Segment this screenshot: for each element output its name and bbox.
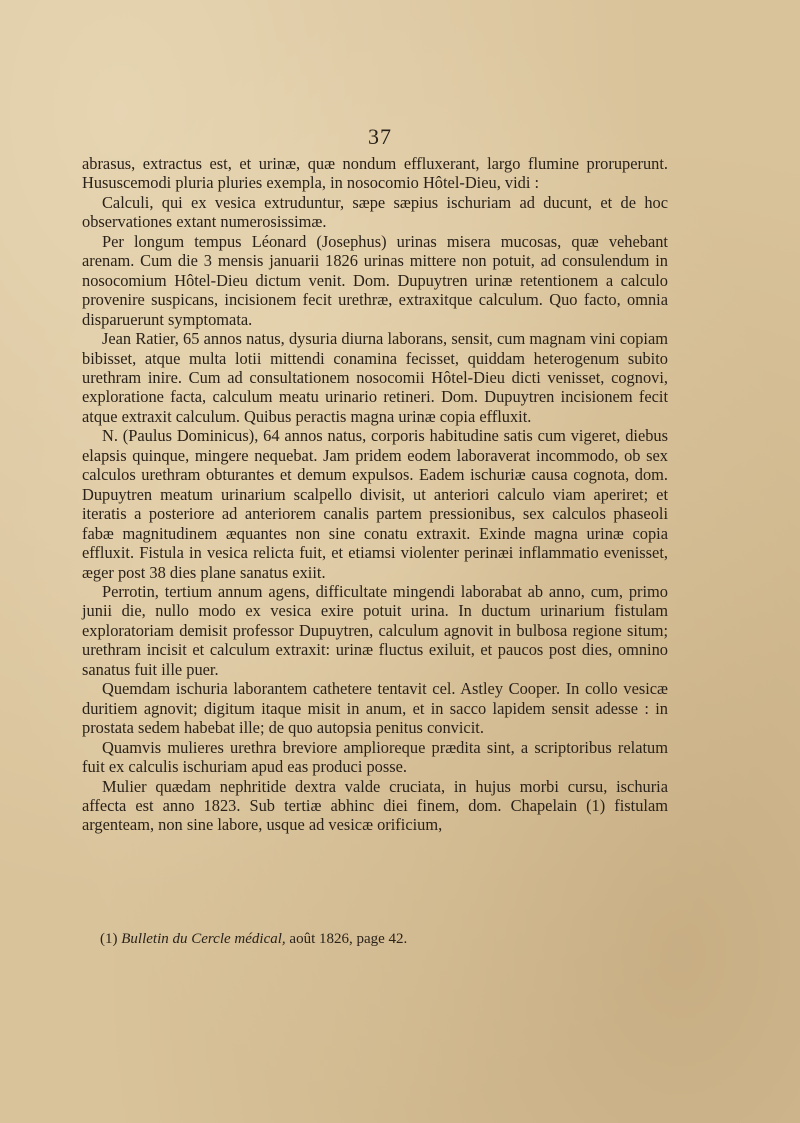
page-number: 37 — [368, 124, 392, 149]
footnote-marker: (1) — [100, 931, 118, 947]
footnote — [100, 930, 660, 948]
paragraph-4: Jean Ratier, 65 annos natus, dysuria diurna laborans, sensit, cum magnam vini copiam bibisset, atque multa lotii mittendi conamina fecisset, quiddam heterogenum subito urethram inire. Cum ad consultationem nosocomii Hôtel-Dieu dicti venisset, cognovi, exploratione facta, calculum meatu urinario retineri. Dom. Dupuytren incisionem fecit atque extraxit calculum. Quibus peractis magna urinæ copia effluxit. — [82, 329, 668, 426]
paragraph-8: Quamvis mulieres urethra breviore amplioreque prædita sint, a scriptoribus relatum fuit ex calculis ischuriam apud eas produci posse. — [82, 737, 668, 777]
paragraph-9: Mulier quædam nephritide dextra valde cruciata, in hujus morbi cursu, ischuria affecta est anno 1823. Sub tertiæ abhinc diei finem, dom. Chapelain (1) fistulam argenteam, non sine labore, usque ad vesicæ orificium, — [82, 776, 668, 835]
paragraph-6: Perrotin, tertium annum agens, difficultate mingendi laborabat ab anno, cum, primo junii die, nullo modo ex vesica exire potuit urina. In ductum urinarium fistulam exploratoriam demisit professor Dupuytren, calculum agnovit in bulbosa regione situm; urethram incisit et calculum extraxit: urinæ fluctus exiluit, et paucos post dies, omnino sanatus fuit ille puer. — [82, 581, 668, 679]
footnote-rest: août 1826, page 42. — [289, 931, 408, 947]
body-text — [82, 154, 668, 835]
footnote-title: Bulletin du Cercle médical, — [121, 931, 286, 947]
paragraph-7: Quemdam ischuria laborantem cathetere tentavit cel. Astley Cooper. In collo vesicæ duritiem agnovit; digitum itaque misit in anum, et in sacco lapidem sensit adesse : in prostata sedem habebat ille; de quo autopsia penitus convicit. — [82, 679, 668, 738]
paragraph-2: Calculi, qui ex vesica extruduntur, sæpe sæpius ischuriam ad ducunt, et de hoc observationes extant numerosissimæ. — [82, 192, 668, 232]
paragraph-3: Per longum tempus Léonard (Josephus) urinas misera mucosas, quæ vehebant arenam. Cum die 3 mensis januarii 1826 urinas mittere non potuit, ad consulendum in nosocomium Hôtel-Dieu dictum venit. Dom. Dupuytren urinæ retentionem a calculo provenire suspicans, incisionem fecit urethræ, extraxitque calculum. Quo facto, omnia disparuerunt symptomata. — [82, 231, 668, 329]
paragraph-1: abrasus, extractus est, et urinæ, quæ nondum effluxerant, largo flumine proruperunt. Hususcemodi pluria pluries exempla, in nosocomio Hôtel-Dieu, vidi : — [82, 154, 668, 193]
paragraph-5: N. (Paulus Dominicus), 64 annos natus, corporis habitudine satis cum vigeret, diebus elapsis quinque, mingere nequebat. Jam pridem eodem laboraverat incommodo, ob sex calculos urethram obturantes et demum expulsos. Eadem ischuriæ causa cognota, dom. Dupuytren meatum urinarium scalpello divisit, ut anteriori calculo viam aperiret; et iteratis a posteriore ad anteriorem canalis partem pressionibus, sex calculos phaseoli fabæ magnitudinem æquantes non sine conatu extraxit. Exinde magna urinæ copia effluxit. Fistula in vesica relicta fuit, et etiamsi violenter perinæi inflammatio evenisset, æger post 38 dies plane sanatus exiit. — [82, 426, 668, 582]
